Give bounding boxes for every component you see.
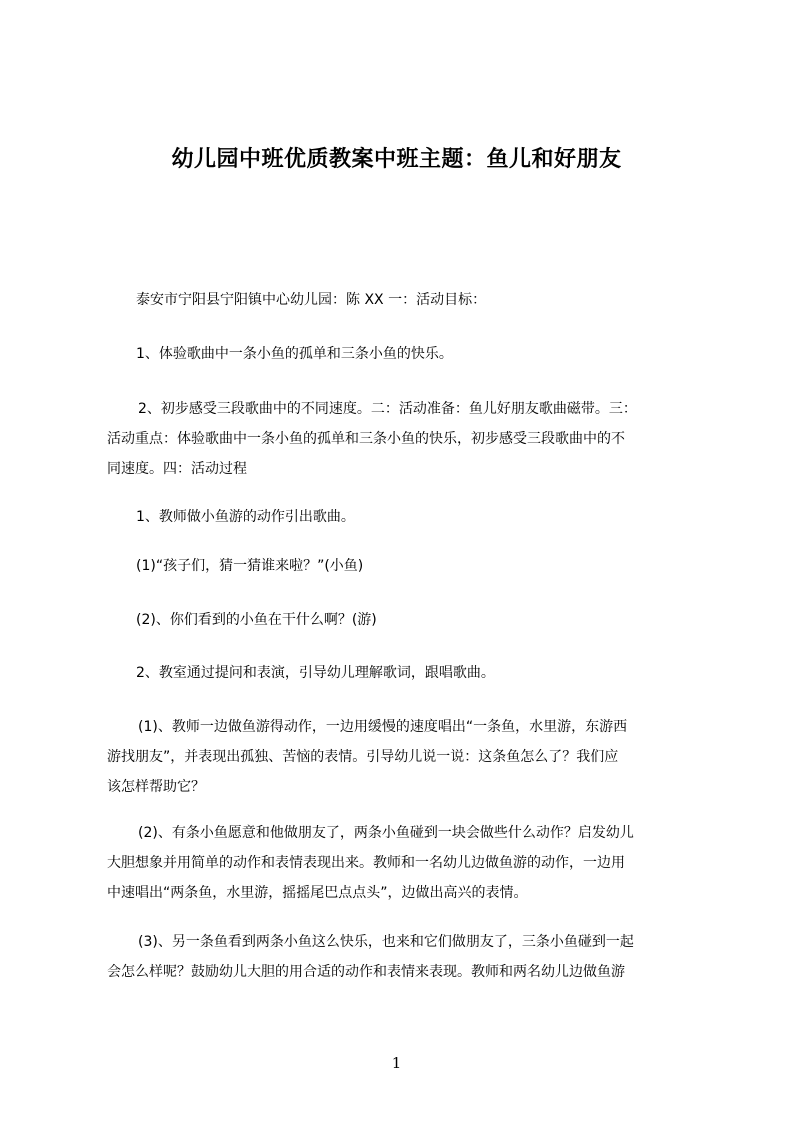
- paragraph-line: 大胆想象并用简单的动作和表情表现出来。教师和一名幼儿边做鱼游的动作，一边用: [107, 855, 625, 871]
- paragraph-goal-1: [136, 339, 453, 369]
- paragraph-school-and-goals: [136, 285, 486, 315]
- paragraph-line: 中速唱出“两条鱼，水里游，摇摇尾巴点点头”，边做出高兴的表情。: [107, 885, 528, 901]
- document-title: 幼儿园中班优质教案中班主题：鱼儿和好朋友: [171, 147, 622, 172]
- paragraph-goal-2-and-preparation: [107, 394, 637, 484]
- paragraph-step-1-question-1: [136, 551, 363, 581]
- paragraph-line: (1)“孩子们，猜一猜谁来啦？”(小鱼): [136, 558, 364, 574]
- paragraph-line: (1)、教师一边做鱼游得动作，一边用缓慢的速度唱出“一条鱼，水里游，东游西: [138, 719, 628, 735]
- paragraph-line: 游找朋友”，并表现出孤独、苦恼的表情。引导幼儿说一说：这条鱼怎么了？我们应: [107, 749, 619, 765]
- paragraph-line: (2)、你们看到的小鱼在干什么啊？(游): [136, 612, 377, 628]
- paragraph-line: 1、教师做小鱼游的动作引出歌曲。: [136, 509, 355, 525]
- paragraph-line: (2)、有条小鱼愿意和他做朋友了，两条小鱼碰到一块会做些什么动作？启发幼儿: [138, 825, 634, 841]
- paragraph-step-2: [136, 658, 495, 688]
- paragraph-line: 泰安市宁阳县宁阳镇中心幼儿园：陈 XX 一：活动目标：: [136, 292, 487, 308]
- paragraph-line: 同速度。四：活动过程: [107, 461, 247, 477]
- paragraph-line: 1、体验歌曲中一条小鱼的孤单和三条小鱼的快乐。: [136, 346, 453, 362]
- paragraph-step-2-part-2: [107, 818, 634, 908]
- paragraph-line: 活动重点：体验歌曲中一条小鱼的孤单和三条小鱼的快乐，初步感受三段歌曲中的不: [107, 431, 625, 447]
- paragraph-line: 2、教室通过提问和表演，引导幼儿理解歌词，跟唱歌曲。: [136, 665, 495, 681]
- paragraph-step-2-part-1: [107, 712, 627, 802]
- paragraph-step-2-part-3: [107, 927, 634, 987]
- paragraph-line: 会怎么样呢？鼓励幼儿大胆的用合适的动作和表情来表现。教师和两名幼儿边做鱼游: [107, 964, 625, 980]
- page-number: 1: [391, 1054, 402, 1072]
- paragraph-step-1: [136, 502, 355, 532]
- paragraph-step-1-question-2: [136, 605, 377, 635]
- paragraph-line: (3)、另一条鱼看到两条小鱼这么快乐，也来和它们做朋友了，三条小鱼碰到一起: [138, 934, 634, 950]
- paragraph-line: 该怎样帮助它？: [107, 779, 205, 795]
- paragraph-line: 2、初步感受三段歌曲中的不同速度。二：活动准备：鱼儿好朋友歌曲磁带。三：: [138, 401, 637, 417]
